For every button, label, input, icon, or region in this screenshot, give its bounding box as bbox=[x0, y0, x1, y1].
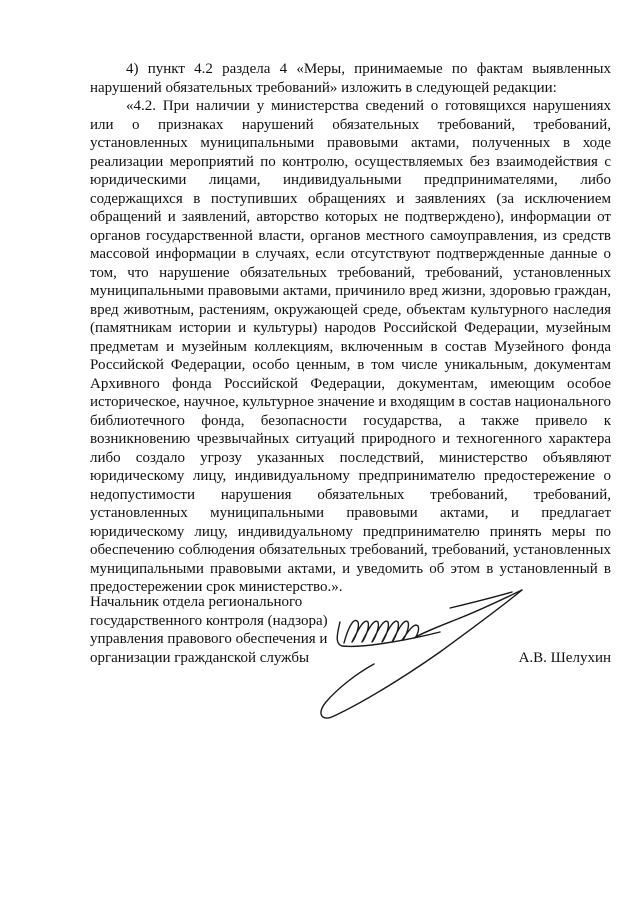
signer-position-line: управления правового обеспечения и bbox=[90, 631, 328, 647]
handwritten-signature-icon bbox=[300, 578, 530, 738]
document-body bbox=[90, 60, 611, 597]
signer-position-line: Начальник отдела регионального bbox=[90, 594, 303, 610]
signer-position-line: организации гражданской службы bbox=[90, 649, 310, 666]
amendment-text-paragraph: «4.2. При наличии у министерства сведений о готовящихся нарушениях или о признаках нарушений обязательных требований, требований, установленных муниципальными правовыми актами, полученных в ходе реализации мероприятий по контролю, осуществляемых без взаимодействия с юридическими лицами, индивидуальными предпринимателями, либо содержащихся в поступивших обращениях и заявлениях (за исключением обращений и заявлений, авторство которых не подтверждено), информации от органов государственной власти, органов местного самоуправления, из средств массовой информации в случаях, если отсутствуют подтвержденные данные о том, что нарушение обязательных требований, требований, установленных муниципальными правовыми актами, причинило вред жизни, здоровью граждан, вред животным, растениям, окружающей среде, объектам культурного наследия (памятникам истории и культуры) народов Российской Федерации, музейным предметам и музейным коллекциям, включенным в состав Музейного фонда Российской Федерации, особо ценным, в том числе уникальным, документам Архивного фонда Российской Федерации, документам, имеющим особое историческое, научное, культурное значение и входящим в состав национального библиотечного фонда, безопасности государства, а также привело к возникновению чрезвычайных ситуаций природного и техногенного характера либо создало угрозу указанных последствий, министерство объявляют юридическому лицу, индивидуальному предпринимателю предостережение о недопустимости нарушения обязательных требований, требований, установленных муниципальными правовыми актами, и предлагает юридическому лицу, индивидуальному предпринимателю принять меры по обеспечению соблюдения обязательных требований, требований, установленных муниципальными правовыми актами, и уведомить об этом в установленный в предостережении срок министерство.». bbox=[90, 98, 611, 595]
amendment-intro-paragraph: 4) пункт 4.2 раздела 4 «Меры, принимаемые по фактам выявленных нарушений обязательных требований» изложить в следующей редакции: bbox=[90, 61, 611, 96]
signer-position-line: государственного контроля (надзора) bbox=[90, 612, 328, 629]
signer-name: А.В. Шелухин bbox=[518, 649, 611, 666]
